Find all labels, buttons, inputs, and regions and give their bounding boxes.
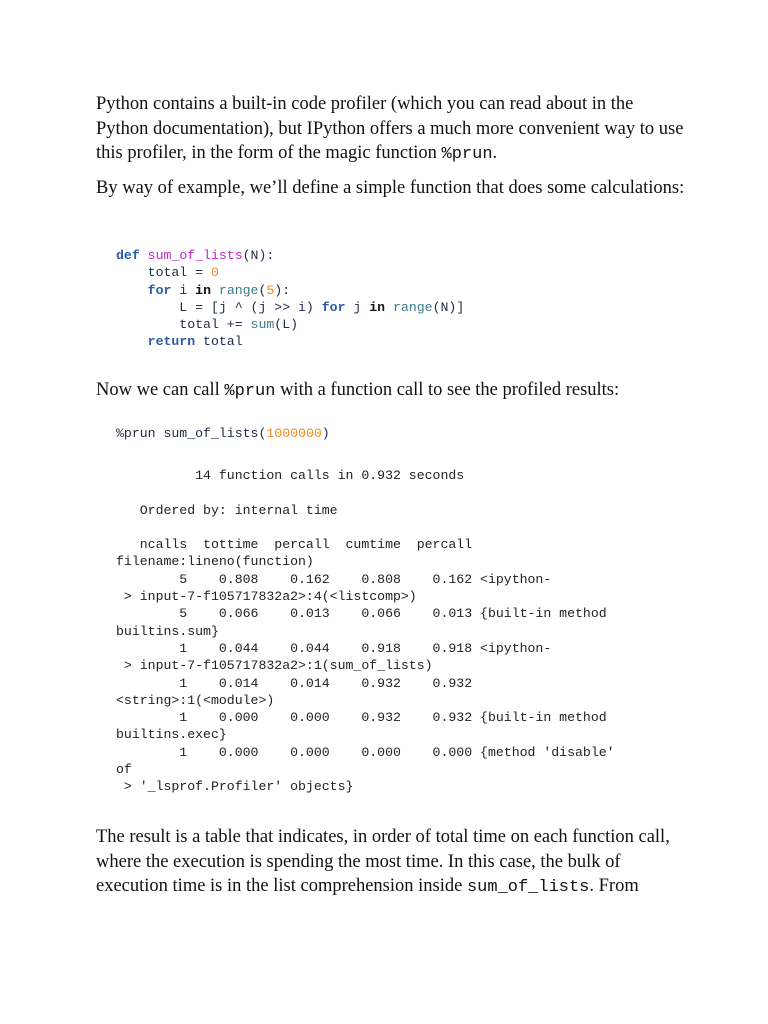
- code-line-4: L = [j ^ (j >> i): [116, 299, 322, 315]
- keyword-for: for: [147, 282, 172, 298]
- example-paragraph: By way of example, we’ll define a simple function that does some calculations:: [96, 178, 685, 198]
- code-line-2: total =: [116, 265, 211, 281]
- inline-code-prun: %prun: [441, 145, 493, 164]
- inline-code-sum-of-lists: sum_of_lists: [466, 878, 590, 897]
- function-name: sum_of_lists: [147, 248, 243, 263]
- result-text: The result is a table that indicates, in order of total time on each function call, where the execution is spending the most time. In this case, the bulk of execution time is in the list comprehension inside: [96, 827, 670, 896]
- code-block-prun-call: [116, 425, 330, 442]
- prun-argument: 1000000: [266, 426, 322, 441]
- number-five: 5: [266, 282, 275, 298]
- keyword-in-2: in: [369, 299, 386, 315]
- profile-output: 14 function calls in 0.932 seconds Ordered by: internal time ncalls tottime percall cumtime percall filename:lineno(function) 5 0.808 0.162 0.808 0.162 <ipython- > input-7-f105717832a2>:4(<listcomp>) 5 0.066 0.013 0.066 0.013 {built-in method builtins.sum} 1 0.044 0.044 0.918 0.918 <ipython- > input-7-f105717832a2>:1(sum_of_lists) 1 0.014 0.014 0.932 0.932 <string>:1(<module>) 1 0.000 0.000 0.932 0.932 {built-in method builtins.exec} 1 0.000 0.000 0.000 0.000 {method 'disable' of > '_lsprof.Profiler' objects}: [116, 468, 615, 795]
- keyword-return: return: [147, 334, 196, 350]
- inline-code-prun-2: %prun: [224, 382, 276, 401]
- call-paragraph: [96, 378, 686, 405]
- code-line-6-end: total: [195, 334, 243, 350]
- code-line-4-var: j: [345, 299, 370, 315]
- keyword-def: def: [116, 248, 140, 263]
- builtin-sum: sum: [250, 317, 275, 333]
- code-line-3-var: i: [171, 282, 196, 298]
- result-paragraph: [96, 825, 686, 901]
- code-block-function: [116, 247, 464, 351]
- result-end: . From: [589, 876, 639, 896]
- call-end: with a function call to see the profiled results:: [275, 380, 620, 400]
- paren-close: ):: [274, 282, 291, 298]
- builtin-range: range: [218, 282, 259, 298]
- builtin-range-2: range: [393, 299, 433, 315]
- keyword-in: in: [195, 282, 211, 298]
- number-zero: 0: [210, 265, 219, 281]
- paren-open: (: [258, 282, 267, 298]
- keyword-for-2: for: [321, 299, 346, 315]
- prun-close: ): [321, 426, 330, 441]
- prun-command: %prun sum_of_lists(: [116, 426, 267, 441]
- intro-text: Python contains a built-in code profiler (which you can read about in the Python documentation), but IPython offers a much more convenient way to use this profiler, in the form of the magic function: [96, 94, 684, 163]
- intro-end: .: [492, 143, 498, 163]
- code-line-4-end: (N)]: [432, 299, 465, 315]
- def-args: (N):: [242, 248, 275, 263]
- call-text: Now we can call: [96, 380, 225, 400]
- code-line-5: total +=: [116, 317, 251, 333]
- code-line-5-end: (L): [274, 317, 299, 333]
- intro-paragraph: [96, 92, 686, 168]
